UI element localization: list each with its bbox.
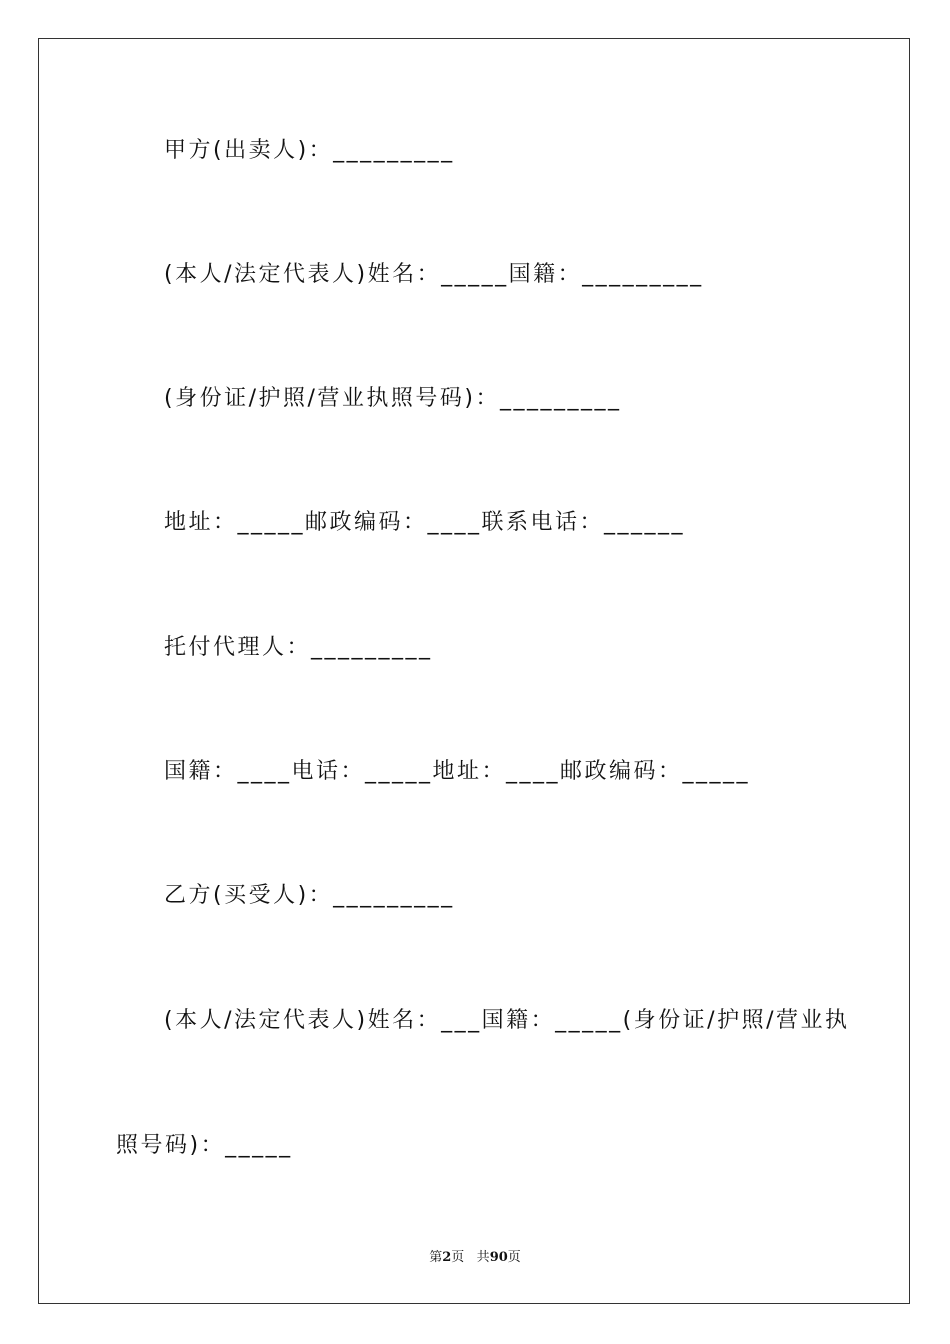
seller-id-number-line: (身份证/护照/营业执照号码)：_________ [164, 386, 622, 411]
seller-name-nationality-line: (本人/法定代表人)姓名：_____国籍：_________ [164, 262, 704, 287]
page-border [38, 38, 910, 1304]
page-footer [0, 1246, 950, 1265]
seller-address-line: 地址：_____邮政编码：____联系电话：______ [164, 510, 686, 535]
footer-current-page: 2 [442, 1250, 452, 1265]
footer-total-pages: 90 [489, 1250, 508, 1265]
buyer-line: 乙方(买受人)：_________ [164, 883, 455, 908]
footer-total-unit: 页 [507, 1250, 521, 1265]
footer-prefix: 第 [429, 1250, 443, 1265]
footer-page-unit: 页 [451, 1250, 465, 1265]
agent-details-line: 国籍：____电话：_____地址：____邮政编码：_____ [164, 759, 751, 784]
buyer-id-number-line: 照号码)：_____ [116, 1133, 293, 1158]
buyer-name-nationality-line: (本人/法定代表人)姓名：___国籍：_____(身份证/护照/营业执 [164, 1008, 850, 1033]
agent-line: 托付代理人：_________ [164, 635, 433, 660]
footer-total-prefix: 共 [476, 1250, 490, 1265]
seller-line: 甲方(出卖人)：_________ [164, 138, 455, 163]
